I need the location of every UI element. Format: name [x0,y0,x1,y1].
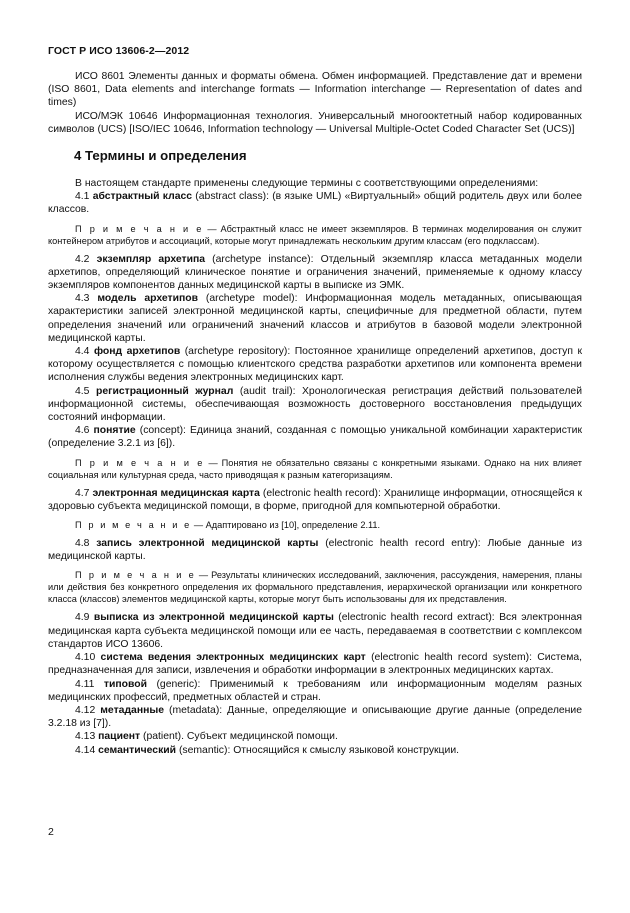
definition [48,611,582,651]
definition [48,651,582,677]
definition-number: 4.11 [75,678,95,690]
document-body [48,70,582,757]
definition [48,253,582,293]
definition-term: электронная медицинская карта [92,487,260,499]
definition-term: экземпляр архетипа [96,253,206,265]
reference-item: ИСО/МЭК 10646 Информационная технология. Универсальный многооктетный набор кодированных символов (UCS) [ISO/IEC 10646, Information technology — Universal Multiple-Octet Coded Character Set (UCS)] [48,110,582,135]
definition-number: 4.10 [75,652,96,664]
definition-number: 4.13 [75,731,96,743]
note-label: П р и м е ч а н и е [75,223,204,234]
note-label: П р и м е ч а н и е [75,520,192,531]
definition [48,345,582,385]
definition [48,537,582,563]
definition-number: 4.5 [75,385,90,397]
definition-text: (concept): Единица знаний, созданная с помощью уникальной комбинации характеристик (определение 3.2.1 из [6]). [48,425,582,450]
definition-text: (generic): Применимый к требованиям или информационным моделям разных медицинских профессий, предметных областей и стран. [48,678,582,703]
section-heading: 4 Термины и определения [74,148,247,164]
definition-number: 4.6 [75,425,90,437]
note-label: П р и м е ч а н и е [75,457,205,468]
definition-number: 4.4 [75,346,90,358]
definition-term: семантический [98,744,177,756]
definition-number: 4.3 [75,293,90,305]
definition-text: (abstract class): (в языке UML) «Виртуальный» общий родитель двух или более классов. [48,191,582,216]
page-number: 2 [48,826,54,838]
definition-term: пациент [98,731,141,743]
definition-number: 4.12 [75,704,96,716]
note-text: — Абстрактный класс не имеет экземпляров. В терминах моделирования он служит контейнером атрибутов и ассоциаций, которые могут принадлежать нескольким другим классам (его подклассам). [48,223,582,246]
definition [48,385,582,425]
definition-number: 4.14 [75,744,96,756]
note-label: П р и м е ч а н и е [75,570,196,581]
definition-text: (metadata): Данные, определяющие и описывающие другие данные (определение 3.2.18 из [7]). [48,704,582,730]
definition-text: (archetype model): Информационная модель метаданных, описывающая характеристики записей электронной медицинской карты, специфичные для предметной области, путем определения значений или ограничений значений классов и атрибутов в базовой модели электронной медицинской карты. [48,293,582,344]
definition [48,292,582,345]
section-intro: В настоящем стандарте применены следующие термины с соответствующими определениями: [75,178,539,190]
definition-text: (archetype repository): Постоянное хранилище определений архетипов, доступ к которому осуществляется с помощью клиентского средства разработки архетипов или компонента времени исполнения службы ведения электронных медицинских карт. [48,346,583,384]
definition [48,730,582,743]
definition-text: (archetype instance): Отдельный экземпляр класса метаданных модели архетипов, определяющий клиническое понятие и ограничения значений, применяемые к одному классу экземпляров компонентов данных медицинской карты в выписке из ЭМК. [48,253,583,292]
definition [48,487,582,513]
definition-text: (audit trail): Хронологическая регистрация действий пользователей информационной системы, обеспечивающая возможность достоверного восстановления предыдущих состояний информации. [48,385,583,424]
definition-number: 4.7 [75,487,90,499]
definition-term: фонд архетипов [93,346,181,358]
definition [48,678,582,704]
definition-text: (electronic health record extract): Вся электронная медицинская карта субъекта медицинской помощи или ее часть, передаваемая в соответствии с комплексом стандартов ИСО 13606. [48,612,582,650]
definition-text: (electronic health record entry): Любые данные из медицинской карты. [48,538,582,563]
note-text: — Адаптировано из [10], определение 2.11. [191,520,381,531]
definition-text: (semantic): Относящийся к смыслу языковой конструкции. [176,744,460,756]
definition [48,424,582,450]
document-header: ГОСТ Р ИСО 13606-2—2012 [48,45,190,57]
definition-number: 4.2 [75,253,90,265]
definition-term: абстрактный класс [92,191,193,203]
definition-term: понятие [93,425,136,437]
note [48,223,582,247]
definition-term: метаданные [100,704,165,716]
definition-text: (electronic health record): Хранилище информации, относящейся к здоровью субъекта медицинской помощи, в форме, пригодной для компьютерной обработки. [48,487,583,512]
note [48,519,582,531]
definition-text: (electronic health record system): Система, предназначенная для записи, извлечения и обработки информации в электронных медицинских картах. [48,652,582,677]
definition [48,190,582,216]
definition [48,744,582,757]
definition-term: типовой [103,678,148,690]
definition-number: 4.8 [75,538,90,550]
note [48,457,582,481]
definition-term: система ведения электронных медицинских карт [100,652,366,664]
definition-text: (patient). Субъект медицинской помощи. [140,731,338,743]
note-text: — Понятия не обязательно связаны с конкретными языками. Однако на них влияет социальная или культурная среда, часто приводящая к разным категоризациям. [48,457,583,480]
reference-item: ИСО 8601 Элементы данных и форматы обмена. Обмен информацией. Представление дат и времени (ISO 8601, Data elements and interchange formats — Information interchange — Representation of dates and times) [48,71,582,109]
note [48,569,582,605]
definition-term: регистрационный журнал [96,385,234,397]
definition [48,704,582,730]
definition-term: запись электронной медицинской карты [96,538,319,550]
definition-number: 4.1 [75,191,90,203]
definition-term: модель архетипов [97,293,198,305]
note-text: — Результаты клинических исследований, заключения, рассуждения, намерения, планы или действия без конкретного определения их формального представления, иерархической организации или конкретного класса (классов) элементов медицинской карты, которые могут быть использованы для их представления. [48,570,583,605]
definition-number: 4.9 [75,612,90,624]
definition-term: выписка из электронной медицинской карты [93,612,334,624]
